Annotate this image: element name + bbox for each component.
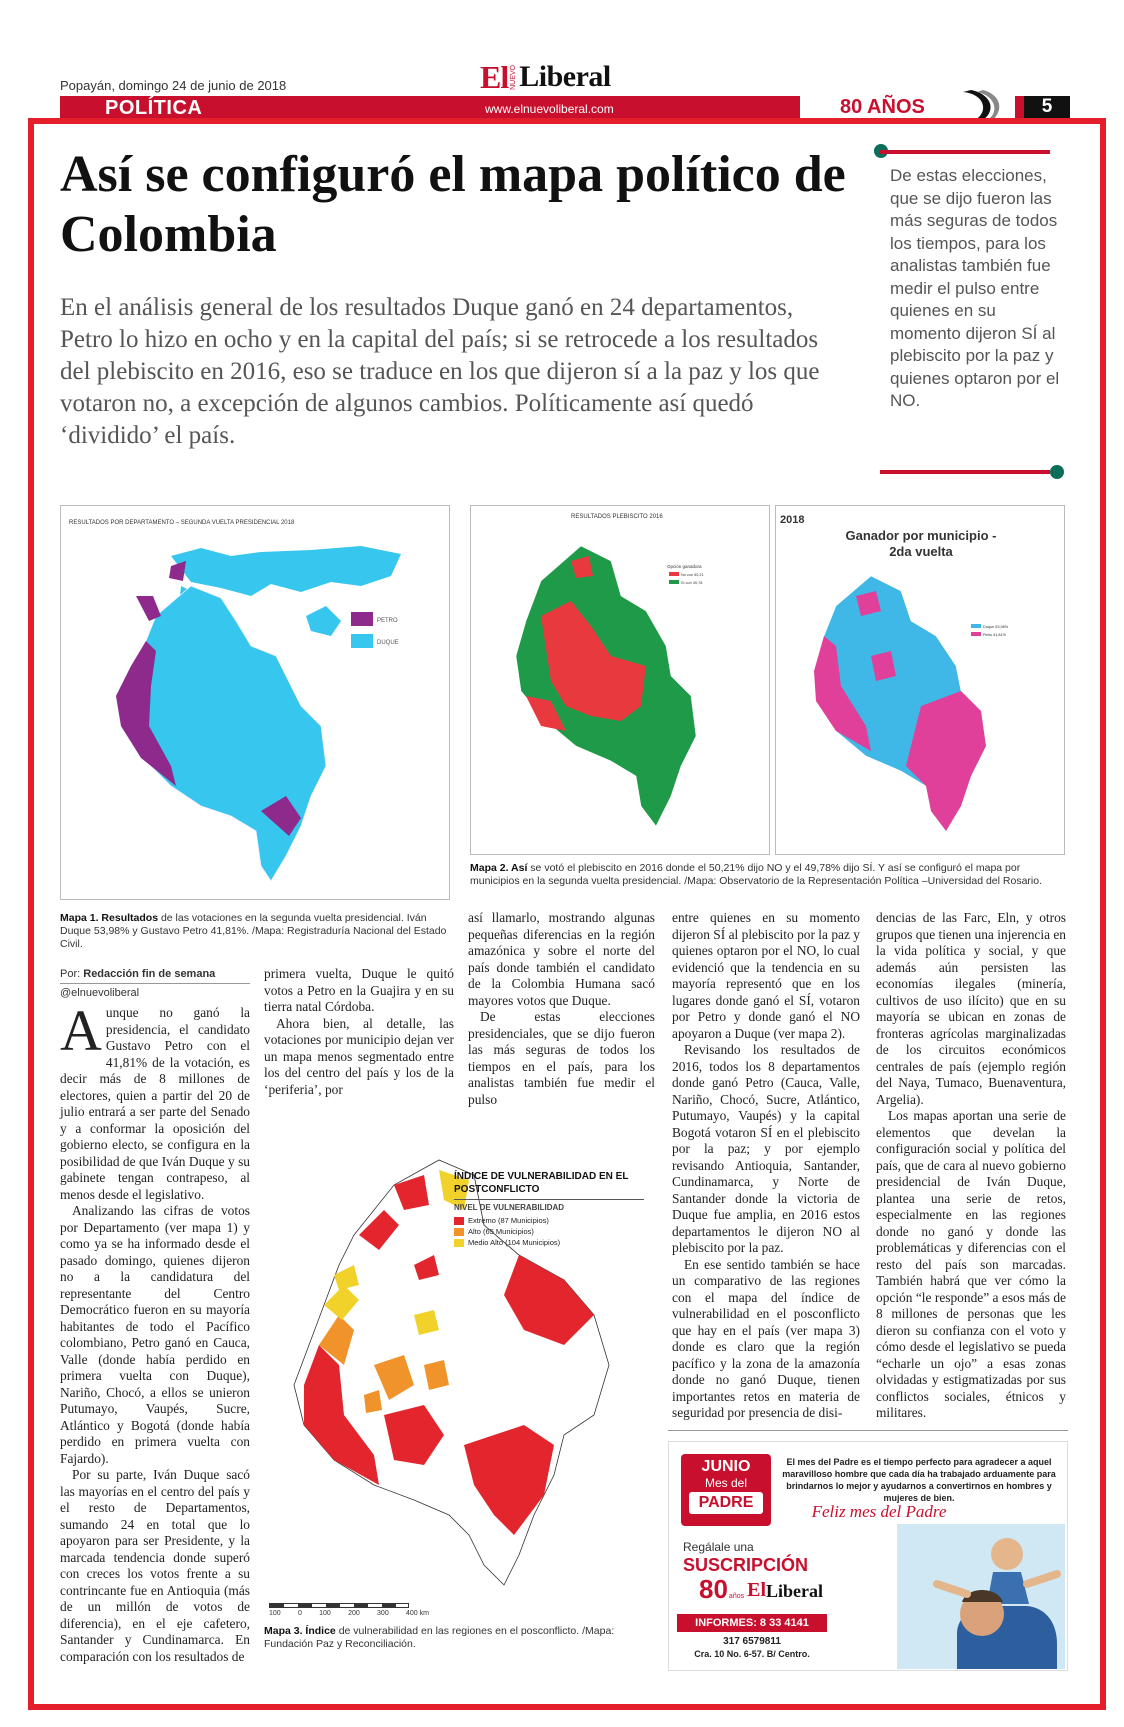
map-1-legend-petro: PETRO: [377, 618, 398, 624]
map-3-scale-tick: 0: [297, 1610, 302, 1617]
map-2-svg: [471, 506, 769, 854]
map-2b-legend-duque: Duque 53,98%: [983, 625, 1009, 629]
map-3-swatch-medio: [454, 1239, 464, 1247]
map-2-caption: [470, 862, 1065, 888]
map-3-legend-alto: Alto (65 Municipios): [468, 1227, 534, 1236]
map-2b-svg: [776, 506, 1064, 854]
section-label: POLÍTICA: [105, 97, 203, 119]
map-2b-title: Ganador por municipio - 2da vuelta: [845, 528, 997, 559]
col1-para-1: unque no ganó la presidencia, el candidato Gustavo Petro con el 41,81% de la votación, es decir más de 8 millones de electores, quien a partir del 20 de julio entrará a ser parte del Senado y a conformar la oposición del gobierno electo, se configura en la posibilidad de que Iván Duque y su gabinete tengan contrapeso, al menos desde el legislativo.: [60, 1005, 250, 1202]
map-1-header: RESULTADOS POR DEPARTAMENTO – SEGUNDA VUELTA PRESIDENCIAL 2018: [69, 520, 295, 526]
col1-para-3: Por su parte, Iván Duque sacó las mayorías en el centro del país y el resto de Departamentos, sumando 24 en total que lo apoyaron para ser Presidente, y la marcada tendencia donde superó con creces los votos frente a su contrincante fue en Antioquia (más de un millón de votos de diferencia), en el eje cafetero, Santander y Cundinamarca. En comparación con los resultados de: [60, 1467, 250, 1664]
map-1-legend-duque: DUQUE: [377, 640, 399, 646]
anniversary-label: 80 AÑOS: [840, 96, 925, 118]
article-column-5: [876, 910, 1066, 1422]
map-2b-municipal-winner: [775, 505, 1065, 855]
map-1-caption-source: /Mapa: Registraduría Nacional del Estado Civil.: [60, 925, 447, 950]
map-3-scale: [269, 1610, 429, 1617]
ad-month-badge: [681, 1454, 771, 1526]
col4-para-1: entre quienes en su momento dijeron SÍ al plebiscito por la paz y quienes optaron por el NO, lo cual evidenció que la tendencia en su mayoría representó que en los lugares donde ganó el SÍ, votaron por Petro y donde ganó el NO apoyaron a Duque (ver mapa 2).: [672, 910, 860, 1041]
ad-informes: INFORMES: 8 33 4141: [677, 1614, 827, 1632]
byline-prefix: Por:: [60, 968, 81, 980]
article-column-1: [60, 998, 250, 1665]
map-2-caption-source: /Mapa: Observatorio de la Representación Política –Universidad del Rosario.: [681, 875, 1042, 887]
logo-nuevo: NUEVO: [510, 64, 518, 90]
byline: [60, 968, 250, 999]
map-3-scale-tick: 400 km: [405, 1610, 429, 1617]
map-2-legend-si: Sí con 49,78: [681, 581, 703, 585]
col2-para-1: primera vuelta, Duque le quitó votos a Petro en la Guajira y en su tierra natal Córdoba.: [264, 966, 454, 1014]
map-3-swatch-extremo: [454, 1217, 464, 1225]
map-2-caption-text: se votó el plebiscito en 2016 donde el 50,21% dijo NO y el 49,78% dijo SÍ. Y así se configuró el mapa por municipios en la segunda vuelta presidencial.: [470, 862, 1021, 887]
ad-padre: PADRE: [689, 1492, 763, 1514]
map-3-swatch-alto: [454, 1228, 464, 1236]
ad-anos: años: [728, 1593, 745, 1600]
map-2-legend-title: Opción ganadora: [667, 564, 702, 569]
map-1-svg: [61, 526, 449, 898]
col2-para-2: Ahora bien, al detalle, las votaciones por municipio dejan ver un mapa menos segmentado entre los del centro del país y los de la ‘periferia’, por: [264, 1015, 454, 1097]
col5-para-2: Los mapas aportan una serie de elementos que develan la configuración social y política del país, que de cara al nuevo gobierno presidencial de Iván Duque, plantea una serie de retos, especialmente en las regiones donde no ganó y donde las problemáticas y diferencias con el resto del país son marcadas. También habrá que ver cómo la opción “le responde” a esos más de 8 millones de personas que les dieron su confianza con el voto y cómo desde el legislativo se pueda “echarle un ojo” a esas zonas olvidadas y estigmatizadas por sus conflictos sociales, étnicos y militares.: [876, 1108, 1066, 1420]
map-2-header: RESULTADOS PLEBISCITO 2016: [571, 514, 663, 520]
col3-para-1: así llamarlo, mostrando algunas pequeñas diferencias en la región amazónica y sobre el norte del país donde también el candidato de la Colombia Humana sacó mayores votos que Duque.: [468, 910, 655, 1008]
map-3-title: ÍNDICE DE VULNERABILIDAD EN EL POSTCONFLICTO: [454, 1171, 629, 1195]
map-3-caption: [264, 1625, 658, 1651]
map-3-legend-medio: Medio Alto (104 Municipios): [468, 1238, 561, 1247]
map-3-scale-tick: 100: [269, 1610, 281, 1617]
ad-brand-liberal: Liberal: [766, 1581, 824, 1601]
byline-rule: [60, 983, 250, 984]
article-column-3: [468, 910, 655, 1108]
logo-liberal: Liberal: [519, 60, 611, 93]
map-3-scale-tick: 100: [319, 1610, 331, 1617]
map-2-caption-bold: Mapa 2. Así: [470, 862, 528, 874]
map-3-vulnerability: [264, 1115, 658, 1655]
map-2-plebiscite: [470, 505, 770, 855]
page-number: 5: [1024, 96, 1070, 118]
byline-author: Redacción fin de semana: [83, 968, 216, 980]
map-3-legend-row: [454, 1216, 644, 1225]
ad-suscripcion: SUSCRIPCIÓN: [683, 1555, 809, 1575]
ad-rule: [668, 1430, 1068, 1431]
ad-address: Cra. 10 No. 6-57. B/ Centro.: [694, 1649, 810, 1659]
map-3-subtitle: NIVEL DE VULNERABILIDAD: [454, 1203, 565, 1212]
edition-date: Popayán, domingo 24 de junio de 2018: [60, 78, 287, 93]
article-column-2: [264, 966, 454, 1098]
ad-phone: 317 6579811: [723, 1636, 781, 1647]
map-1-caption-bold: Mapa 1. Resultados: [60, 912, 159, 924]
map-2b-year: 2018: [780, 514, 805, 526]
ad-brand: [699, 1576, 823, 1602]
map-3-legend-extremo: Extremo (87 Municipios): [468, 1216, 549, 1225]
father-son-photo-icon: [897, 1524, 1065, 1669]
map-3-caption-bold: Mapa 3. Índice: [264, 1625, 336, 1637]
dropcap: A: [60, 998, 102, 1063]
map-2b-legend-petro: Petro 41,81%: [983, 633, 1007, 637]
map-3-legend-row: [454, 1227, 644, 1236]
ad-regalale: Regálale una: [683, 1540, 754, 1554]
article-title: Así se configuró el mapa político de Colombia: [60, 146, 846, 263]
swoosh-icon: [955, 90, 1005, 120]
pull-quote: De estas elecciones, que se dijo fueron las más seguras de todos los tiempos, para los analistas también fue medir el pulso entre quienes en su momento dijeron SÍ al plebiscito por la paz y quienes optaron por el NO.: [890, 166, 1060, 410]
byline-handle[interactable]: @elnuevoliberal: [60, 987, 140, 999]
col4-para-3: En ese sentido también se hace un comparativo de las regiones con el mapa del índice de vulnerabilidad en el posconflicto que hay en el país (ver mapa 3) donde es claro que la región pacífico y la zona de la amazonía donde no ganó Duque, tienen importantes retos en materia de seguridad por presencia de disi-: [672, 1256, 860, 1420]
map-3-scale-tick: 300: [377, 1610, 389, 1617]
map-1-caption: [60, 912, 455, 951]
quote-dot-bottom-icon: [1050, 465, 1064, 479]
article-column-4: [672, 910, 860, 1422]
map-2-legend-no: No con 50,21: [681, 573, 704, 577]
map-3-legend-row: [454, 1238, 644, 1247]
ad-intro: El mes del Padre es el tiempo perfecto para agradecer a aquel maravilloso hombre que cada día ha trabajado arduamente para brindarnos lo mejor y ayudarnos a convertirnos en hombres y mujeres de bien.: [782, 1457, 1056, 1503]
byline-author-line: [60, 968, 250, 980]
newspaper-logo[interactable]: [480, 60, 640, 94]
ad-script: Feliz mes del Padre: [811, 1502, 947, 1521]
col5-para-1: dencias de las Farc, Eln, y otros grupos que tienen una injerencia en la vida política y social, y que además aún persisten las economías ilegales (minería, cultivos de uso ilícito) que en su mayoría se ubican en zonas de fronteras agrícolas marginalizadas de los circuitos económicos centrales de país (ejemplo región del Naya, Tumaco, Buenaventura, Argelia).: [876, 910, 1066, 1107]
map-3-legend-rule: [454, 1199, 644, 1200]
map-3-scale-tick: 200: [348, 1610, 360, 1617]
quote-rule-top: [880, 150, 1050, 154]
logo-el: El: [480, 58, 509, 95]
map-3-caption-text: de vulnerabilidad en las regiones en el posconflicto.: [335, 1625, 580, 1637]
col4-para-2: Revisando los resultados de 2016, todos los 8 departamentos donde ganó Petro (Cauca, Valle, Nariño, Chocó, Sucre, Atlántico, Putumayo, Vaupés) y la capital Bogotá votaron SÍ en el plebiscito por la paz; y por ejemplo revisando Antioquia, Santander, Cundinamarca, y Norte de Santander donde la victoria de Duque fue amplia, en 2016 estos departamentos le dijeron NO al plebiscito por la paz.: [672, 1042, 860, 1255]
ad-month: JUNIO: [701, 1458, 751, 1475]
ad-brand-el: El: [747, 1579, 767, 1601]
col3-para-2: De estas elecciones presidenciales, que se dijo fueron las más seguras de todos los tiempos en el país, para los analistas también fue medir el pulso: [468, 1009, 655, 1107]
map-1-departments: [60, 505, 450, 900]
quote-rule-bottom: [880, 470, 1050, 474]
map-3-scale-bar: [269, 1603, 409, 1608]
map-3-legend: [454, 1170, 644, 1247]
subscription-ad[interactable]: [668, 1441, 1068, 1671]
ad-80: 80: [699, 1574, 728, 1604]
site-url[interactable]: www.elnuevoliberal.com: [485, 102, 614, 116]
ad-mes-del: Mes del: [704, 1476, 748, 1490]
col1-para-2: Analizando las cifras de votos por Departamento (ver mapa 1) y como ya se ha informado desde el pasado domingo, quienes dijeron no a la candidatura del representante del Centro Democrático fueron en su mayoría habitantes de todo el Pacífico colombiano, Petro ganó en Cauca, Valle (donde había perdido en primera vuelta con Duque), Nariño, Chocó, a ellos se unieron Putumayo, Vaupés, Sucre, Atlántico y Bogotá (donde había perdido en primera vuelta con Fajardo).: [60, 1203, 250, 1466]
article-deck: En el análisis general de los resultados Duque ganó en 24 departamentos, Petro lo hizo en ocho y en la capital del país; si se retrocede a los resultados del plebiscito en 2016, eso se traduce en los que dijeron sí a la paz y los que votaron no, a excepción de algunos cambios. Políticamente así quedó ‘dividido’ el país.: [60, 294, 820, 449]
map-3-caption-source: /Mapa: Fundación Paz y Reconciliación.: [264, 1625, 615, 1650]
map-1-caption-text: de las votaciones en la segunda vuelta presidencial. Iván Duque 53,98% y Gustavo Petro 41,81%.: [60, 912, 427, 937]
